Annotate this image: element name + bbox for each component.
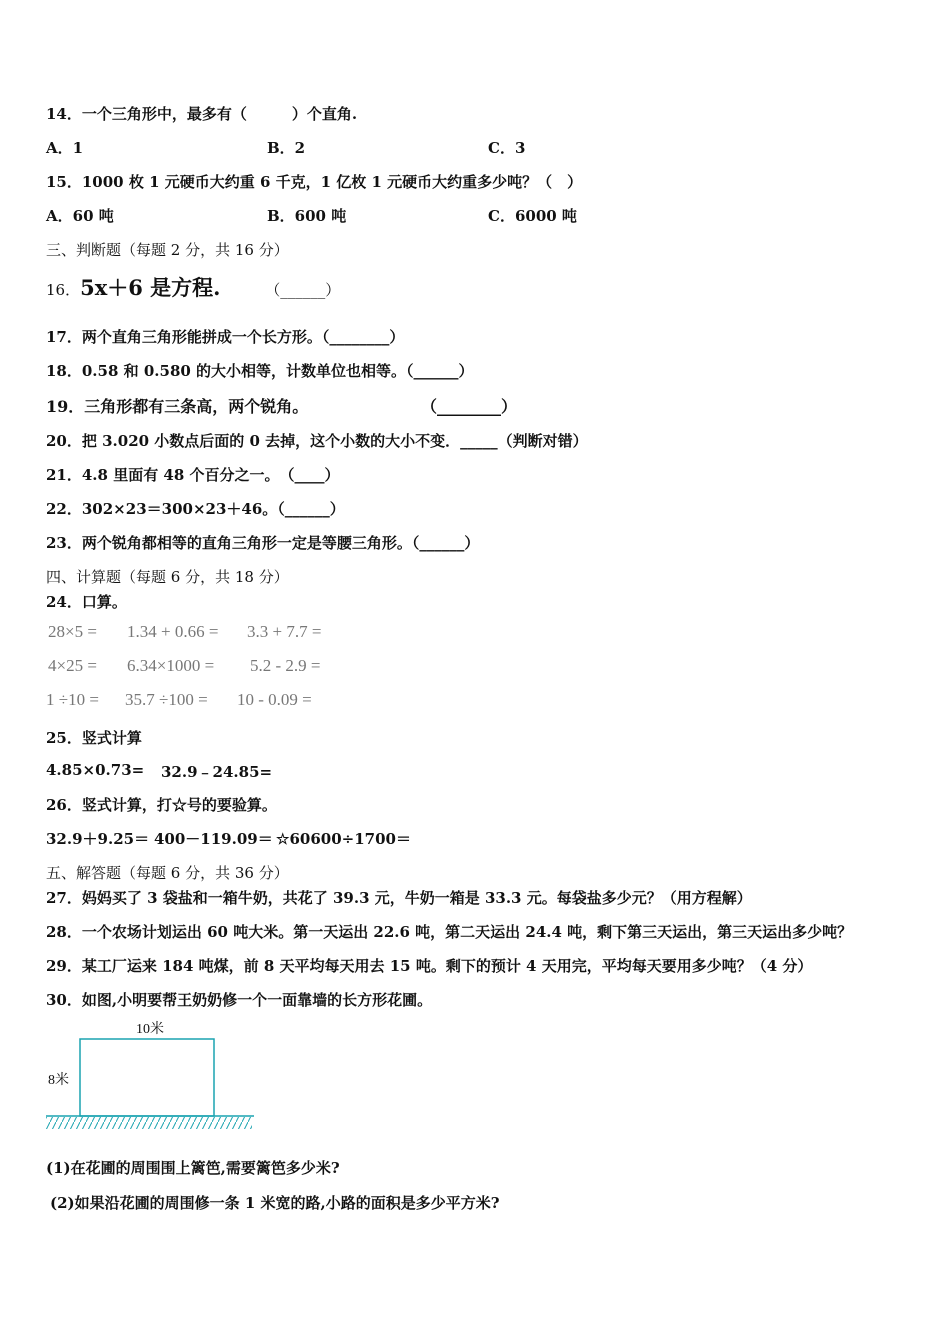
q16-number: 16． <box>46 281 81 299</box>
q26-item-1: 32.9＋9.25＝ <box>46 830 150 848</box>
question-23: 23．两个锐角都相等的直角三角形一定是等腰三角形。（______） <box>46 534 480 552</box>
question-30: 30．如图,小明要帮王奶奶修一个一面靠墙的长方形花圃。 <box>46 991 433 1009</box>
q14-option-b: B．2 <box>267 139 306 157</box>
question-20: 20．把 3.020 小数点后面的 0 去掉，这个小数的大小不变．_____（判断对错） <box>46 432 588 450</box>
section-5-heading: 五、解答题（每题 6 分，共 36 分） <box>46 864 289 882</box>
q19-text: 19．三角形都有三条高，两个锐角。 <box>46 397 309 416</box>
question-22: 22．302×23＝300×23＋46。（______） <box>46 500 345 518</box>
question-30-part-2: (2)如果沿花圃的周围修一条 1 米宽的路,小路的面积是多少平方米? <box>50 1194 500 1212</box>
q25-item-2: 32.9﹣24.85= <box>161 763 273 781</box>
garden-rectangle <box>80 1039 214 1116</box>
question-28: 28．一个农场计划运出 60 吨大米。第一天运出 22.6 吨，第二天运出 24.4 吨，剩下第三天运出，第三天运出多少吨？ <box>46 923 853 941</box>
q15-option-a: A．60 吨 <box>46 207 114 225</box>
q14-option-a: A．1 <box>46 139 84 157</box>
section-4-heading: 四、计算题（每题 6 分，共 18 分） <box>46 568 289 586</box>
oral-calc-1-2: 1.34 + 0.66 = <box>127 622 219 641</box>
section-3-heading: 三、判断题（每题 2 分，共 16 分） <box>46 241 289 259</box>
q25-item-1: 4.85×0.73= <box>46 761 145 779</box>
oral-calc-2-2: 6.34×1000 = <box>127 656 215 675</box>
question-18: 18．0.58 和 0.580 的大小相等，计数单位也相等。（______） <box>46 362 474 380</box>
garden-height-label: 8米 <box>48 1073 69 1088</box>
question-26-title: 26．竖式计算，打☆号的要验算。 <box>46 796 277 814</box>
question-14: 14．一个三角形中，最多有（ ）个直角. <box>46 105 358 123</box>
question-29: 29．某工厂运来 184 吨煤，前 8 天平均每天用去 15 吨。剩下的预计 4 天用完，平均每天要用多少吨？（4 分） <box>46 957 813 975</box>
oral-calc-3-3: 10 - 0.09 = <box>237 690 312 709</box>
oral-calc-2-1: 4×25 = <box>48 656 97 675</box>
oral-calc-3-1: 1 ÷10 = <box>46 690 99 709</box>
garden-figure <box>44 1014 259 1134</box>
question-27: 27．妈妈买了 3 袋盐和一箱牛奶，共花了 39.3 元，牛奶一箱是 33.3 元。每袋盐多少元？（用方程解） <box>46 889 752 907</box>
q16-blank: （______） <box>265 281 341 299</box>
q15-option-b: B．600 吨 <box>267 207 347 225</box>
question-24-title: 24．口算。 <box>46 593 127 611</box>
q26-item-3: ☆60600÷1700＝ <box>276 830 411 848</box>
question-15: 15．1000 枚 1 元硬币大约重 6 千克，1 亿枚 1 元硬币大约重多少吨？（ ） <box>46 173 583 191</box>
question-21: 21．4.8 里面有 48 个百分之一。 （____） <box>46 466 340 484</box>
oral-calc-1-3: 3.3 + 7.7 = <box>247 622 322 641</box>
q14-option-c: C．3 <box>488 139 526 157</box>
question-19 <box>46 394 518 417</box>
q19-blank: （________） <box>421 397 518 416</box>
q16-expression: 5x＋6 是方程. <box>80 275 221 300</box>
question-25-title: 25．竖式计算 <box>46 729 142 747</box>
oral-calc-3-2: 35.7 ÷100 = <box>125 690 208 709</box>
question-17: 17．两个直角三角形能拼成一个长方形。（________） <box>46 328 405 346</box>
q15-option-c: C．6000 吨 <box>488 207 577 225</box>
wall-hatching <box>46 1117 252 1129</box>
q26-item-2: 400－119.09＝ <box>154 830 273 848</box>
oral-calc-1-1: 28×5 = <box>48 622 97 641</box>
oral-calc-2-3: 5.2 - 2.9 = <box>250 656 321 675</box>
garden-width-label: 10米 <box>136 1022 164 1037</box>
question-16 <box>46 272 340 302</box>
question-30-part-1: (1)在花圃的周围围上篱笆,需要篱笆多少米? <box>46 1159 340 1177</box>
